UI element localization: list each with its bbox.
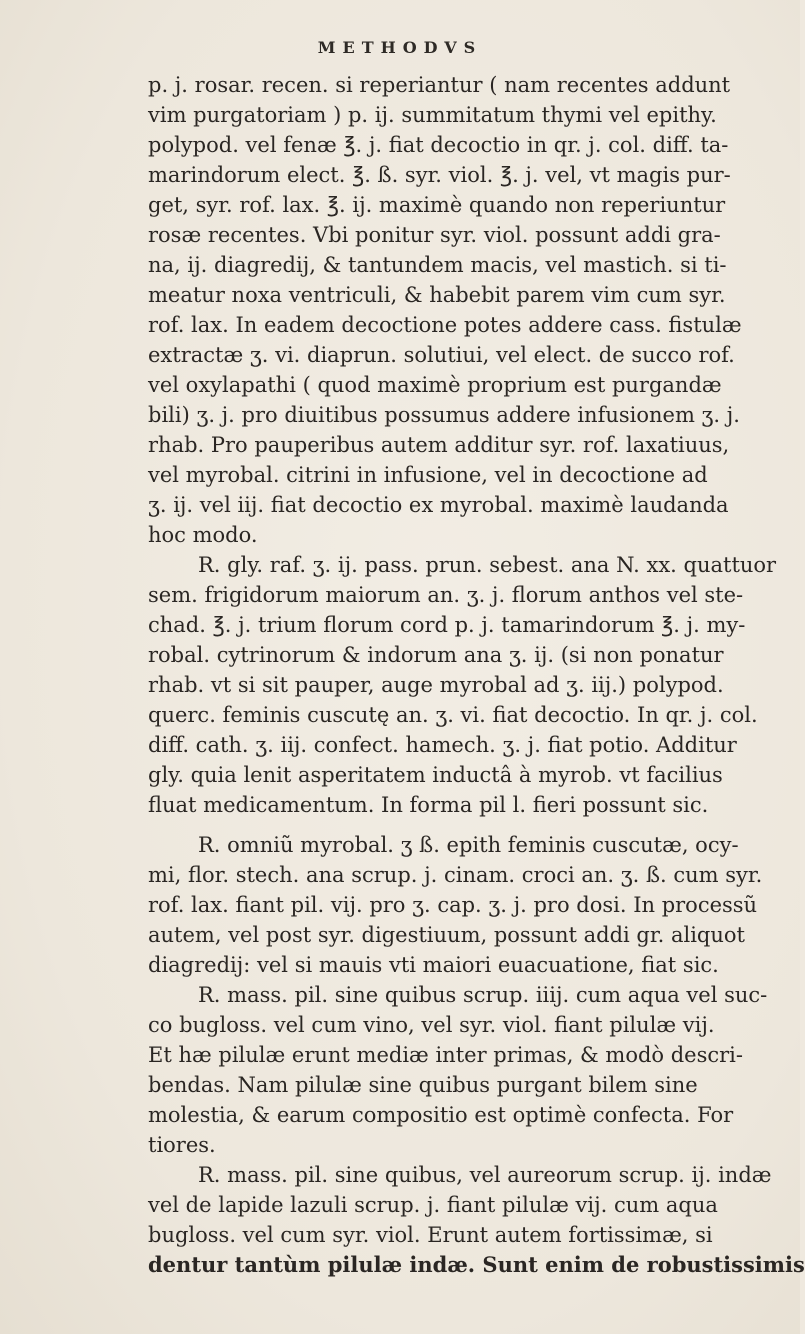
text-line: robal. cytrinorum & indorum ana ʒ. ij. (si non ponatur (148, 643, 724, 667)
text-line: autem, vel post syr. digestiuum, possunt addi gr. aliquot (148, 923, 745, 947)
text-line: diagredij: vel si mauis vti maiori euacuatione, fiat sic. (148, 953, 719, 977)
recipe-line: R. gly. raf. ʒ. ij. pass. prun. sebest. ana N. xx. quattuor (198, 553, 777, 577)
text-line: chad. ℥. j. trium florum cord p. j. tamarindorum ℥. j. my- (148, 613, 746, 637)
text-line: polypod. vel fenæ ℥. j. fiat decoctio in qr. j. col. diff. ta- (148, 133, 729, 157)
text-line: vel myrobal. citrini in infusione, vel in decoctione ad (148, 463, 708, 487)
text-line: mi, flor. stech. ana scrup. j. cinam. croci an. ʒ. ß. cum syr. (148, 863, 763, 887)
text-block-bottom (0, 1220, 805, 1290)
recipe-line: R. mass. pil. sine quibus, vel aureorum scrup. ij. indæ (198, 1163, 772, 1187)
text-line: gly. quia lenit asperitatem inductâ à myrob. vt facilius (148, 763, 723, 787)
text-line: marindorum elect. ℥. ß. syr. viol. ℥. j. vel, vt magis pur- (148, 163, 731, 187)
text-line: meatur noxa ventriculi, & habebit parem vim cum syr. (148, 283, 726, 307)
text-line: diff. cath. ʒ. iij. confect. hamech. ʒ. j. fiat potio. Additur (148, 733, 737, 757)
text-line: extractæ ʒ. vi. diaprun. solutiui, vel elect. de succo rof. (148, 343, 735, 367)
text-line: vel de lapide lazuli scrup. j. fiant pilulæ vij. cum aqua (148, 1193, 718, 1217)
text-line: bili) ʒ. j. pro diuitibus possumus addere infusionem ʒ. j. (148, 403, 740, 427)
text-line: Et hæ pilulæ erunt mediæ inter primas, & modò descri- (148, 1043, 743, 1067)
text-line: bugloss. vel cum syr. viol. Erunt autem fortissimæ, si (148, 1223, 713, 1247)
text-line: na, ij. diagredij, & tantundem macis, vel mastich. si ti- (148, 253, 727, 277)
text-line: rhab. vt si sit pauper, auge myrobal ad ʒ. iij.) polypod. (148, 673, 724, 697)
recipe-line: R. mass. pil. sine quibus scrup. iiij. cum aqua vel suc- (198, 983, 768, 1007)
text-line: hoc modo. (148, 523, 258, 547)
text-line: rosæ recentes. Vbi ponitur syr. viol. possunt addi gra- (148, 223, 721, 247)
text-line: rhab. Pro pauperibus autem additur syr. rof. laxatiuus, (148, 433, 730, 457)
text-block-lower (0, 830, 800, 1230)
text-line: bendas. Nam pilulæ sine quibus purgant bilem sine (148, 1073, 698, 1097)
text-line: sem. frigidorum maiorum an. ʒ. j. florum anthos vel ste- (148, 583, 744, 607)
text-line: rof. lax. In eadem decoctione potes addere cass. fistulæ (148, 313, 742, 337)
text-line: get, syr. rof. lax. ℥. ij. maximè quando non reperiuntur (148, 193, 726, 217)
text-block (0, 70, 800, 830)
text-line: vel oxylapathi ( quod maximè proprium est purgandæ (148, 373, 722, 397)
text-line: rof. lax. fiant pil. vij. pro ʒ. cap. ʒ. j. pro dosi. In processũ (148, 893, 758, 917)
text-line: vim purgatoriam ) p. ij. summitatum thymi vel epithy. (148, 103, 717, 127)
text-line: fluat medicamentum. In forma pil l. fieri possunt sic. (148, 793, 709, 817)
recipe-line: R. omniũ myrobal. ʒ ß. epith feminis cuscutæ, ocy- (198, 833, 739, 857)
text-line: dentur tantùm pilulæ indæ. Sunt enim de robustissimis (148, 1252, 805, 1277)
text-line: p. j. rosar. recen. si reperiantur ( nam recentes addunt (148, 73, 731, 97)
text-line: co bugloss. vel cum vino, vel syr. viol. fiant pilulæ vij. (148, 1013, 715, 1037)
text-line: molestia, & earum compositio est optimè confecta. For (148, 1103, 734, 1127)
running-head: METHODVS (317, 38, 483, 57)
text-line: tiores. (148, 1133, 216, 1157)
text-line: ʒ. ij. vel iij. fiat decoctio ex myrobal. maximè laudanda (148, 493, 729, 517)
text-line: querc. feminis cuscutę an. ʒ. vi. fiat decoctio. In qr. j. col. (148, 703, 758, 727)
